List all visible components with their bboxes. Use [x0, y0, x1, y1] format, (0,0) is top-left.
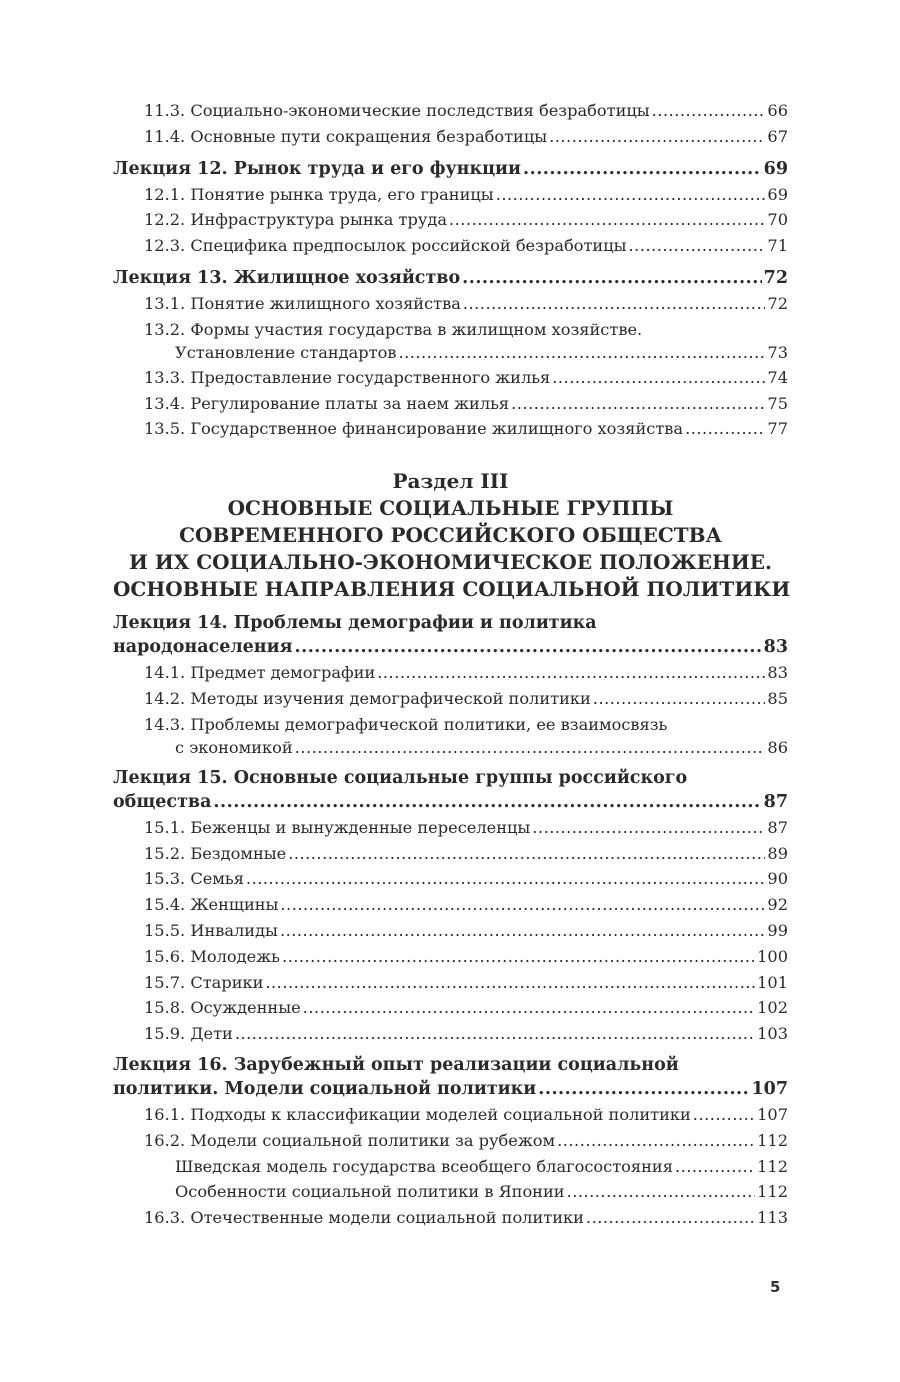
dot-leader [593, 686, 766, 712]
toc-page-number: 86 [767, 737, 788, 757]
toc-entry-title: политики. Модели социальной политики [113, 1078, 537, 1099]
dot-leader [538, 1077, 749, 1102]
section-title-line: ОСНОВНЫЕ НАПРАВЛЕНИЯ СОЦИАЛЬНОЙ ПОЛИТИКИ [113, 577, 791, 602]
dot-leader [295, 635, 762, 660]
toc-page-number: 112 [757, 1156, 788, 1176]
toc-entry-title: Шведская модель государства всеобщего благосостояния [175, 1156, 673, 1176]
toc-bottom-list [113, 611, 788, 1231]
toc-subentry[interactable] [113, 207, 788, 233]
toc-subentry[interactable] [113, 1128, 788, 1154]
toc-page-number: 83 [767, 663, 788, 683]
toc-lecture-entry[interactable] [113, 1053, 788, 1102]
toc-entry-title: 15.1. Беженцы и вынужденные переселенцы [144, 817, 531, 837]
toc-entry-title: 13.1. Понятие жилищного хозяйства [144, 293, 461, 313]
toc-page-number: 99 [767, 920, 788, 940]
section-title-line: ОСНОВНЫЕ СОЦИАЛЬНЫЕ ГРУППЫ [227, 496, 674, 521]
toc-subentry[interactable] [113, 124, 788, 150]
toc-subentry[interactable] [113, 1179, 788, 1205]
toc-entry-title: 15.9. Дети [144, 1024, 233, 1044]
dot-leader [567, 1179, 756, 1205]
toc-entry-title: Лекция 16. Зарубежный опыт реализации социальной [113, 1054, 679, 1075]
toc-page-number: 71 [767, 236, 788, 256]
toc-entry-title: 12.1. Понятие рынка труда, его границы [144, 184, 494, 204]
toc-entry-continuation [113, 341, 788, 365]
dot-leader [449, 207, 765, 233]
dot-leader [629, 233, 766, 259]
toc-entry-title: народонаселения [113, 637, 293, 658]
toc-subentry[interactable] [113, 866, 788, 892]
table-of-contents [113, 98, 791, 1231]
dot-leader [511, 391, 765, 417]
toc-entry-title: 11.4. Основные пути сокращения безработицы [144, 126, 548, 146]
toc-page-number: 72 [767, 293, 788, 313]
toc-page-number: 101 [757, 972, 788, 992]
toc-entry-title: Лекция 12. Рынок труда и его функции [113, 158, 522, 179]
toc-subentry[interactable] [113, 815, 788, 841]
toc-subentry[interactable] [113, 970, 788, 996]
toc-subentry[interactable] [113, 233, 788, 259]
toc-entry-continuation [113, 736, 788, 760]
toc-subentry[interactable] [113, 918, 788, 944]
toc-entry-title-line [113, 766, 788, 790]
toc-page-number: 89 [767, 843, 788, 863]
toc-page-number: 103 [757, 1024, 788, 1044]
dot-leader [213, 790, 761, 815]
toc-page-number: 69 [767, 184, 788, 204]
toc-page-number: 112 [757, 1130, 788, 1150]
page-number: 5 [770, 1278, 781, 1296]
toc-entry-title: 16.1. Подходы к классификации моделей социальной политики [144, 1104, 691, 1124]
toc-page-number: 70 [767, 210, 788, 230]
toc-entry-title: Лекция 14. Проблемы демографии и политика [113, 613, 597, 634]
toc-subentry[interactable] [113, 944, 788, 970]
toc-entry-title: 13.5. Государственное финансирование жилищного хозяйства [144, 419, 684, 439]
dot-leader [265, 970, 755, 996]
dot-leader [377, 660, 765, 686]
dot-leader [280, 892, 765, 918]
toc-entry-title-line [113, 611, 788, 635]
toc-subentry[interactable] [113, 712, 788, 760]
toc-entry-title: 15.5. Инвалиды [144, 920, 278, 940]
toc-page-number: 100 [757, 946, 788, 966]
toc-entry-title: 13.3. Предоставление государственного жилья [144, 367, 551, 387]
toc-entry-title: Лекция 15. Основные социальные группы российского [113, 767, 688, 788]
dot-leader [557, 1128, 755, 1154]
toc-subentry[interactable] [113, 995, 788, 1021]
toc-entry-continuation [113, 635, 788, 660]
toc-page-number: 83 [763, 637, 788, 658]
toc-lecture-entry[interactable] [113, 156, 788, 182]
toc-subentry[interactable] [113, 841, 788, 867]
toc-entry-title: 12.2. Инфраструктура рынка труда [144, 210, 447, 230]
toc-entry-title: 14.3. Проблемы демографической политики, ее взаимосвязь [144, 714, 668, 734]
toc-entry-title: 11.3. Социально-экономические последствия безработицы [144, 101, 650, 120]
toc-subentry[interactable] [113, 660, 788, 686]
dot-leader [235, 1021, 755, 1047]
dot-leader [652, 98, 766, 124]
dot-leader [303, 995, 755, 1021]
section-title-line: И ИХ СОЦИАЛЬНО-ЭКОНОМИЧЕСКОЕ ПОЛОЖЕНИЕ. [129, 550, 772, 575]
dot-leader [398, 341, 765, 365]
toc-entry-title: Особенности социальной политики в Японии [175, 1182, 565, 1202]
toc-entry-title: 15.8. Осужденные [144, 998, 301, 1018]
toc-subentry[interactable] [113, 1205, 788, 1231]
toc-page-number: 73 [767, 342, 788, 362]
toc-entry-title: с экономикой [175, 737, 293, 757]
toc-page-number: 102 [757, 998, 788, 1018]
dot-leader [693, 1102, 755, 1128]
toc-page-number: 107 [751, 1078, 788, 1099]
toc-entry-title: общества [113, 791, 212, 812]
toc-subentry[interactable] [113, 416, 788, 442]
toc-page-number: 66 [767, 101, 788, 120]
toc-entry-title: 15.3. Семья [144, 869, 244, 889]
dot-leader [282, 944, 755, 970]
dot-leader [462, 265, 762, 291]
toc-page-number: 67 [767, 126, 788, 146]
dot-leader [295, 736, 766, 760]
toc-subentry[interactable] [113, 365, 788, 391]
toc-subentry[interactable] [113, 892, 788, 918]
dot-leader [288, 841, 765, 867]
toc-page-number: 72 [763, 267, 788, 288]
toc-entry-title: 15.2. Бездомные [144, 843, 287, 863]
toc-page-number: 87 [763, 791, 788, 812]
section-heading [113, 468, 791, 603]
toc-entry-title: 15.6. Молодежь [144, 946, 280, 966]
dot-leader [280, 918, 765, 944]
toc-lecture-entry[interactable] [113, 611, 788, 660]
toc-entry-title: 13.2. Формы участия государства в жилищном хозяйстве. [144, 319, 643, 339]
toc-page-number: 113 [757, 1208, 788, 1228]
toc-subentry[interactable] [113, 182, 788, 208]
toc-page-number: 85 [767, 688, 788, 708]
toc-entry-title: Установление стандартов [175, 342, 397, 362]
toc-lecture-entry[interactable] [113, 766, 788, 815]
toc-subentry[interactable] [113, 1154, 788, 1180]
toc-page-number: 87 [767, 817, 788, 837]
toc-entry-title-line [113, 1053, 788, 1077]
toc-subentry[interactable] [113, 1021, 788, 1047]
toc-entry-title: 14.2. Методы изучения демографической политики [144, 688, 591, 708]
toc-entry-continuation [113, 1077, 788, 1102]
dot-leader [463, 291, 766, 317]
toc-page-number: 69 [763, 158, 788, 179]
dot-leader [549, 124, 765, 150]
toc-page-number: 112 [757, 1182, 788, 1202]
dot-leader [246, 866, 765, 892]
toc-subentry[interactable] [113, 1102, 788, 1128]
toc-entry-title: Лекция 13. Жилищное хозяйство [113, 267, 461, 288]
dot-leader [552, 365, 765, 391]
toc-page-number: 92 [767, 895, 788, 915]
toc-subentry[interactable] [113, 391, 788, 417]
dot-leader [523, 156, 762, 182]
toc-entry-title: 13.4. Регулирование платы за наем жилья [144, 393, 510, 413]
toc-entry-title-line [113, 317, 788, 341]
toc-subentry[interactable] [113, 291, 788, 317]
toc-entry-title: 16.2. Модели социальной политики за рубежом [144, 1130, 556, 1150]
toc-page-number: 77 [767, 419, 788, 439]
toc-page-number: 90 [767, 869, 788, 889]
toc-page-number: 75 [767, 393, 788, 413]
toc-lecture-entry[interactable] [113, 265, 788, 291]
toc-entry-continuation [113, 790, 788, 815]
toc-subentry[interactable] [113, 686, 788, 712]
toc-subentry[interactable] [113, 317, 788, 365]
toc-entry-title-line [113, 712, 788, 736]
toc-page-number: 107 [757, 1104, 788, 1124]
toc-entry-title: 16.3. Отечественные модели социальной политики [144, 1208, 584, 1228]
dot-leader [496, 182, 766, 208]
toc-entry-title: 12.3. Специфика предпосылок российской безработицы [144, 236, 627, 256]
toc-entry-title: 15.4. Женщины [144, 895, 279, 915]
dot-leader [532, 815, 765, 841]
section-number: Раздел III [392, 469, 509, 494]
dot-leader [586, 1205, 755, 1231]
toc-page-number: 74 [767, 367, 788, 387]
toc-entry-title: 15.7. Старики [144, 972, 264, 992]
dot-leader [675, 1154, 755, 1180]
dot-leader [685, 416, 765, 442]
toc-top-list [113, 98, 788, 442]
toc-subentry[interactable] [113, 98, 788, 124]
section-title-line: СОВРЕМЕННОГО РОССИЙСКОГО ОБЩЕСТВА [179, 523, 722, 548]
toc-entry-title: 14.1. Предмет демографии [144, 663, 376, 683]
